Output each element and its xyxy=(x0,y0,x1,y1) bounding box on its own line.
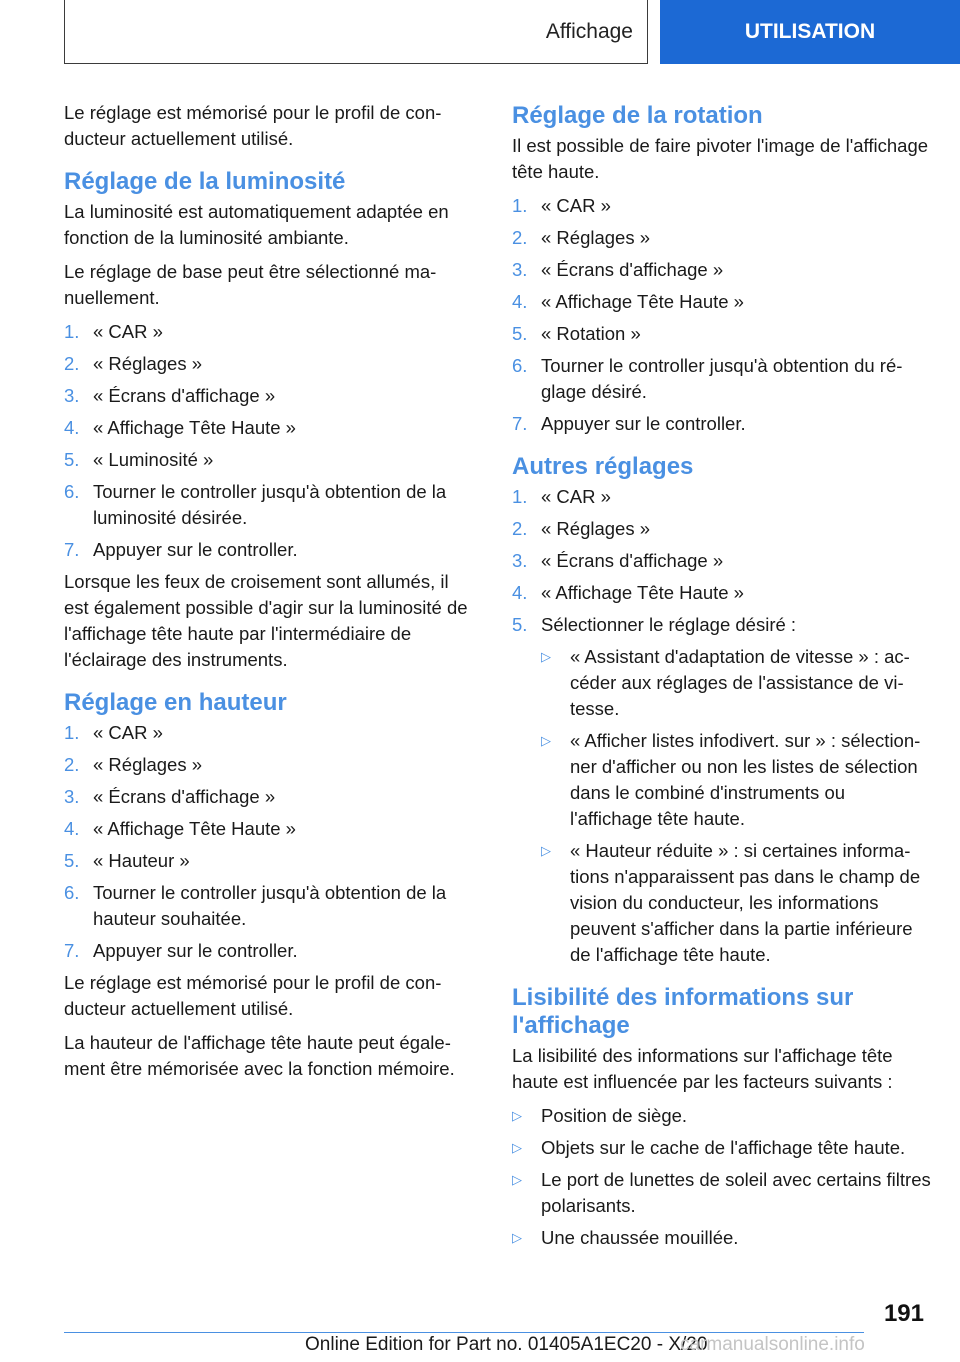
step-text: « Affichage Tête Haute » xyxy=(541,582,744,603)
list-item xyxy=(512,1167,932,1219)
list-item xyxy=(64,848,470,874)
step-number: 3. xyxy=(64,786,80,807)
list-item xyxy=(64,720,470,746)
list-item xyxy=(512,516,932,542)
list-item xyxy=(64,319,470,345)
left-column xyxy=(64,100,470,1090)
list-item xyxy=(512,193,932,219)
step-number: 6. xyxy=(64,882,80,903)
list-item xyxy=(512,411,932,437)
bullet-text: Le port de lunettes de soleil avec certains filtres polarisants. xyxy=(541,1169,931,1216)
step-number: 7. xyxy=(512,413,528,434)
bullet-text: « Hauteur réduite » : si certaines informations n'apparaissent pas dans le champ de vision du conducteur, les informations peuvent s'afficher dans la partie inférieure de l'affichage tête haute. xyxy=(570,840,921,965)
list-item xyxy=(512,1225,932,1251)
triangle-bullet-icon: ▷ xyxy=(541,843,551,858)
step-text: « CAR » xyxy=(541,486,611,507)
step-text: « CAR » xyxy=(93,722,163,743)
heading-other-settings: Autres réglages xyxy=(512,453,694,480)
step-number: 3. xyxy=(512,259,528,280)
list-item xyxy=(64,880,470,932)
list-item xyxy=(512,225,932,251)
triangle-bullet-icon: ▷ xyxy=(541,649,551,664)
step-number: 3. xyxy=(512,550,528,571)
header-section-box xyxy=(64,0,648,64)
list-item xyxy=(512,289,932,315)
step-number: 4. xyxy=(64,417,80,438)
legibility-paragraph: La lisibilité des informations sur l'affichage tête haute est influencée par les facteurs suivants : xyxy=(512,1045,893,1092)
list-item xyxy=(64,383,470,409)
step-text: « Réglages » xyxy=(541,227,651,248)
list-item xyxy=(512,257,932,283)
list-item xyxy=(64,415,470,441)
step-number: 1. xyxy=(64,722,80,743)
brightness-paragraph-3: Lorsque les feux de croisement sont allumés, il est également possible d'agir sur la luminosité de l'affichage tête haute par l'intermédiaire de l'éclairage des instruments. xyxy=(64,571,468,670)
list-item xyxy=(512,321,932,347)
list-item xyxy=(512,612,932,638)
list-item xyxy=(64,784,470,810)
step-text: « CAR » xyxy=(541,195,611,216)
heading-rotation: Réglage de la rotation xyxy=(512,102,763,129)
list-item xyxy=(512,580,932,606)
height-steps xyxy=(64,720,470,964)
list-item xyxy=(64,537,470,563)
step-text: « Réglages » xyxy=(541,518,651,539)
list-item xyxy=(512,484,932,510)
step-number: 5. xyxy=(512,323,528,344)
other-sub-options xyxy=(512,644,932,968)
list-item xyxy=(541,728,932,832)
list-item xyxy=(64,351,470,377)
triangle-bullet-icon: ▷ xyxy=(512,1230,522,1245)
step-text: Tourner le controller jusqu'à obtention de la hauteur souhaitée. xyxy=(93,882,447,929)
heading-height: Réglage en hauteur xyxy=(64,689,287,716)
intro-paragraph: Le réglage est mémorisé pour le profil de conducteur actuellement utilisé. xyxy=(64,102,442,149)
brightness-paragraph-1: La luminosité est automatiquement adaptée en fonction de la luminosité ambiante. xyxy=(64,201,449,248)
step-text: « Affichage Tête Haute » xyxy=(541,291,744,312)
step-number: 6. xyxy=(512,355,528,376)
step-number: 2. xyxy=(64,353,80,374)
step-text: Appuyer sur le controller. xyxy=(93,539,298,560)
step-text: « Affichage Tête Haute » xyxy=(93,818,296,839)
step-text: « Affichage Tête Haute » xyxy=(93,417,296,438)
step-number: 2. xyxy=(64,754,80,775)
step-text: Tourner le controller jusqu'à obtention de la luminosité désirée. xyxy=(93,481,447,528)
step-number: 5. xyxy=(64,449,80,470)
footer-edition: Online Edition for Part no. 01405A1EC20 - X/20 xyxy=(305,1334,708,1355)
height-paragraph-2: La hauteur de l'affichage tête haute peut également être mémorisée avec la fonction mémoire. xyxy=(64,1032,455,1079)
step-number: 2. xyxy=(512,227,528,248)
bullet-text: Position de siège. xyxy=(541,1105,688,1126)
bullet-text: « Afficher listes infodivert. sur » : sélectionner d'afficher ou non les listes de sélection dans le combiné d'instruments ou l'affichage tête haute. xyxy=(570,730,921,829)
step-number: 2. xyxy=(512,518,528,539)
list-item xyxy=(512,548,932,574)
header-chapter-tab xyxy=(660,0,960,64)
step-text: « Hauteur » xyxy=(93,850,190,871)
legibility-factors xyxy=(512,1103,932,1251)
list-item xyxy=(64,479,470,531)
step-text: « Écrans d'affichage » xyxy=(93,786,276,807)
brightness-steps xyxy=(64,319,470,563)
step-number: 4. xyxy=(512,291,528,312)
watermark: carmanualsonline.info xyxy=(680,1334,865,1355)
step-text: Sélectionner le réglage désiré : xyxy=(541,614,797,635)
height-paragraph-1: Le réglage est mémorisé pour le profil de conducteur actuellement utilisé. xyxy=(64,972,442,1019)
list-item xyxy=(64,816,470,842)
bullet-text: Objets sur le cache de l'affichage tête haute. xyxy=(541,1137,906,1158)
step-text: « Luminosité » xyxy=(93,449,214,470)
list-item xyxy=(64,752,470,778)
step-number: 5. xyxy=(512,614,528,635)
list-item xyxy=(541,644,932,722)
footer-divider xyxy=(64,1332,864,1333)
bullet-text: Une chaussée mouillée. xyxy=(541,1227,739,1248)
triangle-bullet-icon: ▷ xyxy=(512,1140,522,1155)
step-number: 4. xyxy=(512,582,528,603)
header-section-title: Affichage xyxy=(545,19,633,43)
list-item xyxy=(512,1135,932,1161)
heading-legibility: Lisibilité des informations sur l'affichage xyxy=(512,984,854,1039)
list-item xyxy=(64,938,470,964)
step-number: 7. xyxy=(64,940,80,961)
step-text: Tourner le controller jusqu'à obtention du réglage désiré. xyxy=(541,355,903,402)
step-number: 1. xyxy=(512,195,528,216)
step-text: Appuyer sur le controller. xyxy=(541,413,746,434)
triangle-bullet-icon: ▷ xyxy=(541,733,551,748)
step-text: Appuyer sur le controller. xyxy=(93,940,298,961)
other-steps xyxy=(512,484,932,638)
step-text: « Réglages » xyxy=(93,754,203,775)
step-number: 4. xyxy=(64,818,80,839)
rotation-steps xyxy=(512,193,932,437)
step-number: 1. xyxy=(512,486,528,507)
step-text: « Écrans d'affichage » xyxy=(541,259,724,280)
step-number: 3. xyxy=(64,385,80,406)
header-chapter-title: UTILISATION xyxy=(744,20,876,43)
triangle-bullet-icon: ▷ xyxy=(512,1108,522,1123)
step-text: « Écrans d'affichage » xyxy=(541,550,724,571)
step-number: 6. xyxy=(64,481,80,502)
step-text: « Rotation » xyxy=(541,323,641,344)
step-text: « CAR » xyxy=(93,321,163,342)
list-item xyxy=(541,838,932,968)
step-number: 5. xyxy=(64,850,80,871)
right-column xyxy=(512,100,932,1257)
bullet-text: « Assistant d'adaptation de vitesse » : accéder aux réglages de l'assistance de vitesse. xyxy=(570,646,910,719)
rotation-paragraph: Il est possible de faire pivoter l'image de l'affichage tête haute. xyxy=(512,135,929,182)
step-text: « Réglages » xyxy=(93,353,203,374)
list-item xyxy=(64,447,470,473)
step-number: 7. xyxy=(64,539,80,560)
brightness-paragraph-2: Le réglage de base peut être sélectionné manuellement. xyxy=(64,261,437,308)
triangle-bullet-icon: ▷ xyxy=(512,1172,522,1187)
list-item xyxy=(512,353,932,405)
step-text: « Écrans d'affichage » xyxy=(93,385,276,406)
page-number: 191 xyxy=(883,1300,924,1327)
heading-brightness: Réglage de la luminosité xyxy=(64,168,346,195)
list-item xyxy=(512,1103,932,1129)
step-number: 1. xyxy=(64,321,80,342)
